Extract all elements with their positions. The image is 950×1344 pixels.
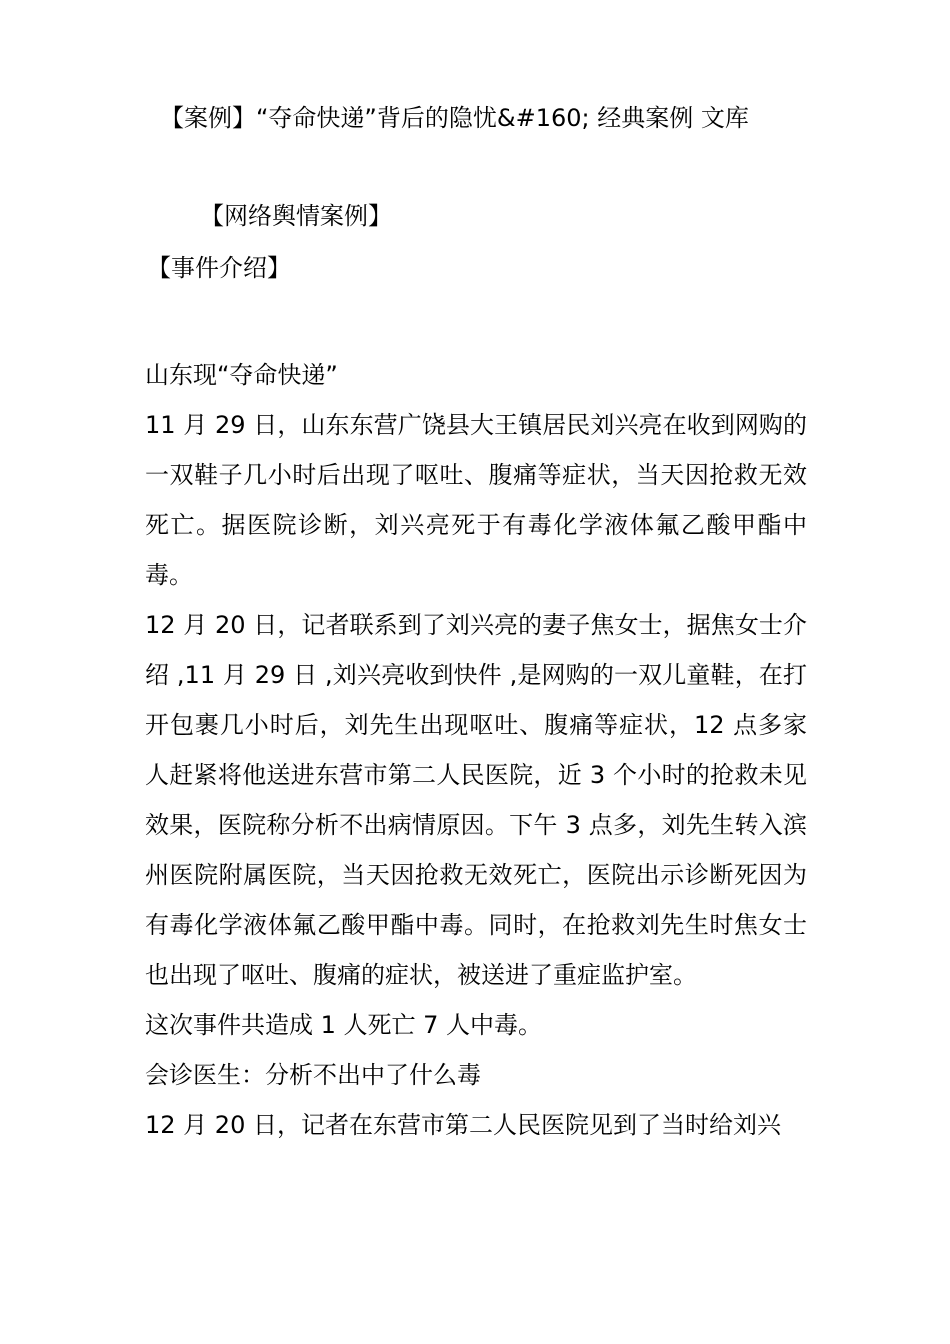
paragraph: 11 月 29 日，山东东营广饶县大王镇居民刘兴亮在收到网购的一双鞋子几小时后出现了呕吐、腹痛等症状，当天因抢救无效死亡。据医院诊断，刘兴亮死于有毒化学液体氟乙酸甲酯中毒。 <box>145 411 807 589</box>
paragraph-subheading: 山东现“夺命快递” <box>145 361 338 389</box>
document-title: 【案例】“夺命快递”背后的隐忧&#160; 经典案例 文库 <box>160 104 749 132</box>
paragraph: 12 月 20 日，记者联系到了刘兴亮的妻子焦女士，据焦女士介绍 ,11 月 29 日 ,刘兴亮收到快件 ,是网购的一双儿童鞋，在打开包裹几小时后，刘先生出现呕吐、腹痛等症状，12 点多家人赶紧将他送进东营市第二人民医院，近 3 个小时的抢救未见效果，医院称分析不出病情原因。下午 3 点多，刘先生转入滨州医院附属医院，当天因抢救无效死亡，医院出示诊断死因为有毒化学液体氟乙酸甲酯中毒。同时，在抢救刘先生时焦女士也出现了呕吐、腹痛的症状，被送进了重症监护室。 <box>145 611 807 989</box>
section-heading-network-case: 【网络舆情案例】 <box>200 202 392 230</box>
document-body <box>145 350 807 1150</box>
paragraph: 这次事件共造成 1 人死亡 7 人中毒。 <box>145 1011 543 1039</box>
paragraph-subheading: 会诊医生：分析不出中了什么毒 <box>145 1061 481 1089</box>
section-heading-event-intro: 【事件介绍】 <box>147 254 291 282</box>
paragraph: 12 月 20 日，记者在东营市第二人民医院见到了当时给刘兴 <box>145 1111 781 1139</box>
